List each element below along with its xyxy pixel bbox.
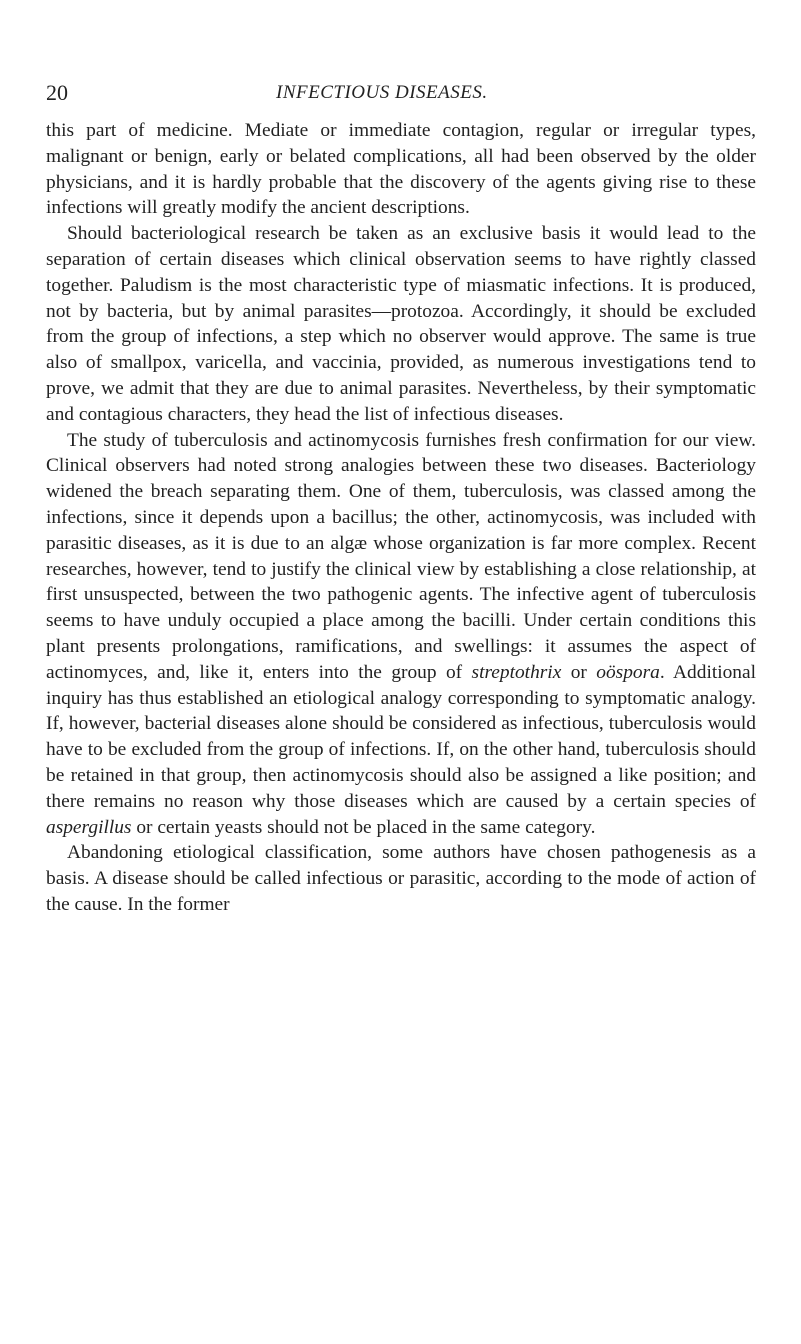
text-segment: Abandoning etiological classification, some authors have chosen pathogenesis as a basis. A disease should be called infectious or parasitic, according to the mode of action of the cause. In the former	[46, 842, 756, 915]
book-page	[46, 80, 756, 918]
text-segment: or certain yeasts should not be placed in the same category.	[131, 816, 596, 838]
italic-term: oöspora	[596, 661, 660, 683]
paragraph	[46, 840, 756, 917]
paragraph	[46, 221, 756, 427]
text-segment: . Additional inquiry has thus established an etiological analogy corresponding to symptomatic analogy. If, however, bacterial diseases alone should be considered as infectious, tuberculosis would have to be excluded from the group of infections. If, on the other hand, tuberculosis should be retained in that group, then actinomycosis should also be assigned a like position; and there remains no reason why those diseases which are caused by a certain species of	[46, 661, 756, 812]
running-head	[46, 80, 756, 112]
text-segment: The study of tuberculosis and actinomycosis furnishes fresh confirmation for our view. Clinical observers had noted strong analogies between these two diseases. Bacteriology widened the breach separating them. One of them, tuberculosis, was classed among the infections, since it depends upon a bacillus; the other, actinomycosis, was included with parasitic diseases, as it is due to an algæ whose organization is far more complex. Recent researches, however, tend to justify the clinical view by establishing a close relationship, at first unsuspected, between the two pathogenic agents. The infective agent of tuberculosis seems to have unduly occupied a place among the bacilli. Under certain conditions this plant presents prolongations, ramifications, and swellings: it assumes the aspect of actinomyces, and, like it, enters into the group of	[46, 429, 756, 683]
text-segment: this part of medicine. Mediate or immediate contagion, regular or irregular types, malignant or benign, early or belated complications, all had been observed by the older physicians, and it is hardly probable that the discovery of the agents giving rise to these infections will greatly modify the ancient descriptions.	[46, 120, 756, 219]
paragraph	[46, 118, 756, 221]
italic-term: streptothrix	[471, 661, 562, 683]
text-segment: Should bacteriological research be taken as an exclusive basis it would lead to the separation of certain diseases which clinical observation seems to have rightly classed together. Paludism is the most characteristic type of miasmatic infections. It is produced, not by bacteria, but by animal parasites—protozoa. Accordingly, it should be excluded from the group of infections, a step which no observer would approve. The same is true also of smallpox, varicella, and vaccinia, provided, as numerous investigations tend to prove, we admit that they are due to animal parasites. Nevertheless, by their symptomatic and contagious characters, they head the list of infectious diseases.	[46, 223, 756, 425]
running-title: INFECTIOUS DISEASES.	[276, 82, 488, 103]
page-number: 20	[46, 80, 68, 105]
paragraph	[46, 428, 756, 841]
text-segment: or	[561, 661, 597, 683]
body-text	[46, 118, 756, 918]
italic-term: aspergillus	[46, 816, 132, 838]
